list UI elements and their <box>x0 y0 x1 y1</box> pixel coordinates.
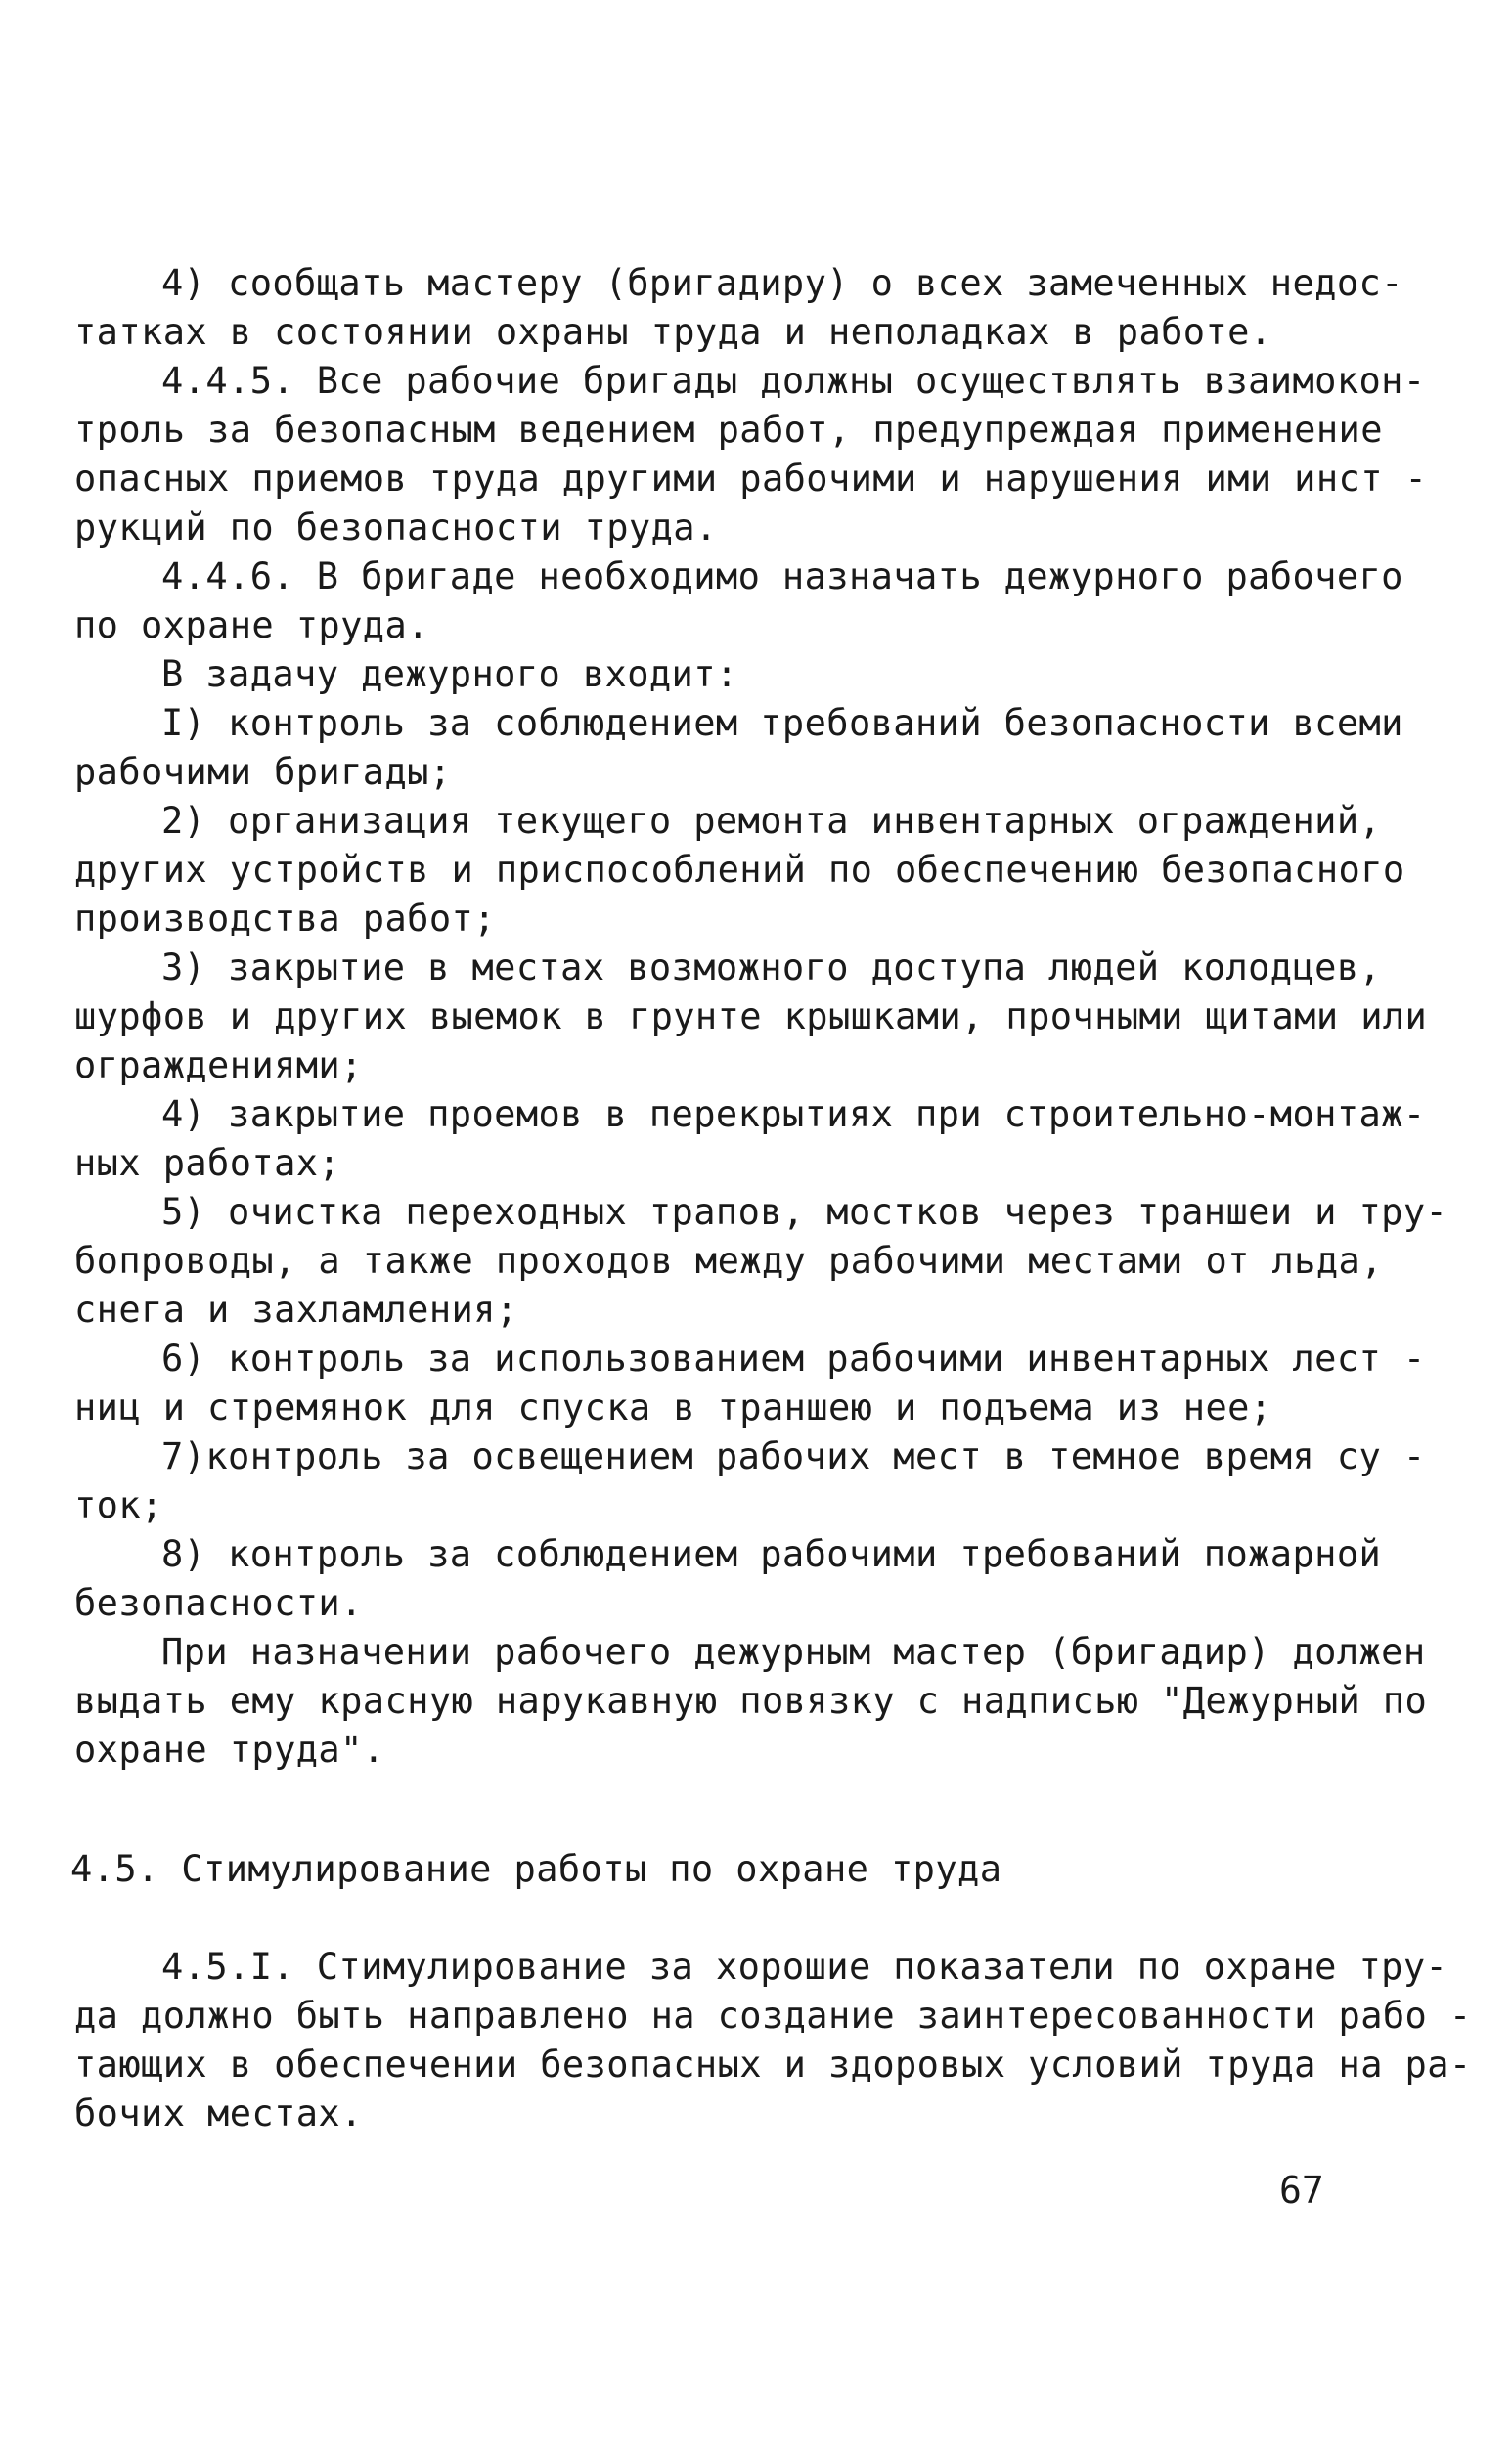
text-line: по охране труда. <box>74 604 429 646</box>
text-line: бопроводы, а также проходов между рабочими местами от льда, <box>74 1240 1383 1282</box>
text-line: троль за безопасным ведением работ, предупреждая применение <box>74 409 1383 451</box>
text-line: да должно быть направлено на создание заинтересованности рабо - <box>74 1995 1472 2037</box>
text-line: татках в состоянии охраны труда и неполадках в работе. <box>74 311 1272 353</box>
text-line: 6) контроль за использованием рабочими инвентарных лест - <box>161 1338 1426 1380</box>
text-line: 7)контроль за освещением рабочих мест в темное время су - <box>161 1435 1426 1477</box>
text-line: В задачу дежурного входит: <box>161 653 738 695</box>
text-line: опасных приемов труда другими рабочими и нарушения ими инст - <box>74 458 1428 500</box>
text-line: безопасности. <box>74 1582 363 1624</box>
text-line: шурфов и других выемок в грунте крышками, прочными щитами или <box>74 995 1428 1037</box>
section-heading: 4.5. Стимулирование работы по охране труда <box>70 1848 1002 1890</box>
text-line: снега и захламления; <box>74 1289 518 1331</box>
text-line: ток; <box>74 1484 163 1526</box>
text-line: 2) организация текущего ремонта инвентарных ограждений, <box>161 800 1382 842</box>
text-line: 4) сообщать мастеру (бригадиру) о всех замеченных недос- <box>161 262 1403 304</box>
text-line: 4.4.5. Все рабочие бригады должны осуществлять взаимокон- <box>161 360 1426 402</box>
text-line: 4.4.6. В бригаде необходимо назначать дежурного рабочего <box>161 555 1403 597</box>
text-line: тающих в обеспечении безопасных и здоровых условий труда на ра- <box>74 2044 1472 2086</box>
text-line: других устройств и приспособлений по обеспечению безопасного <box>74 849 1405 891</box>
text-line: охране труда". <box>74 1729 385 1771</box>
text-line: При назначении рабочего дежурным мастер (бригадир) должен <box>161 1631 1426 1673</box>
text-line: 5) очистка переходных трапов, мостков через траншеи и тру- <box>161 1191 1448 1233</box>
text-line: бочих местах. <box>74 2092 363 2134</box>
text-line: производства работ; <box>74 898 496 940</box>
text-line: рабочими бригады; <box>74 751 452 793</box>
text-line: 4) закрытие проемов в перекрытиях при строительно-монтаж- <box>161 1093 1426 1135</box>
text-line: выдать ему красную нарукавную повязку с надписью "Дежурный по <box>74 1680 1428 1722</box>
text-line: I) контроль за соблюдением требований безопасности всеми <box>161 702 1403 744</box>
text-line: 8) контроль за соблюдением рабочими требований пожарной <box>161 1533 1382 1575</box>
page-number: 67 <box>1279 2169 1324 2212</box>
text-line: 3) закрытие в местах возможного доступа людей колодцев, <box>161 946 1382 989</box>
text-line: 4.5.I. Стимулирование за хорошие показатели по охране тру- <box>161 1946 1448 1988</box>
text-line: ных работах; <box>74 1142 341 1184</box>
text-line: ограждениями; <box>74 1044 363 1086</box>
text-line: рукций по безопасности труда. <box>74 506 718 549</box>
text-line: ниц и стремянок для спуска в траншею и подъема из нее; <box>74 1386 1272 1429</box>
